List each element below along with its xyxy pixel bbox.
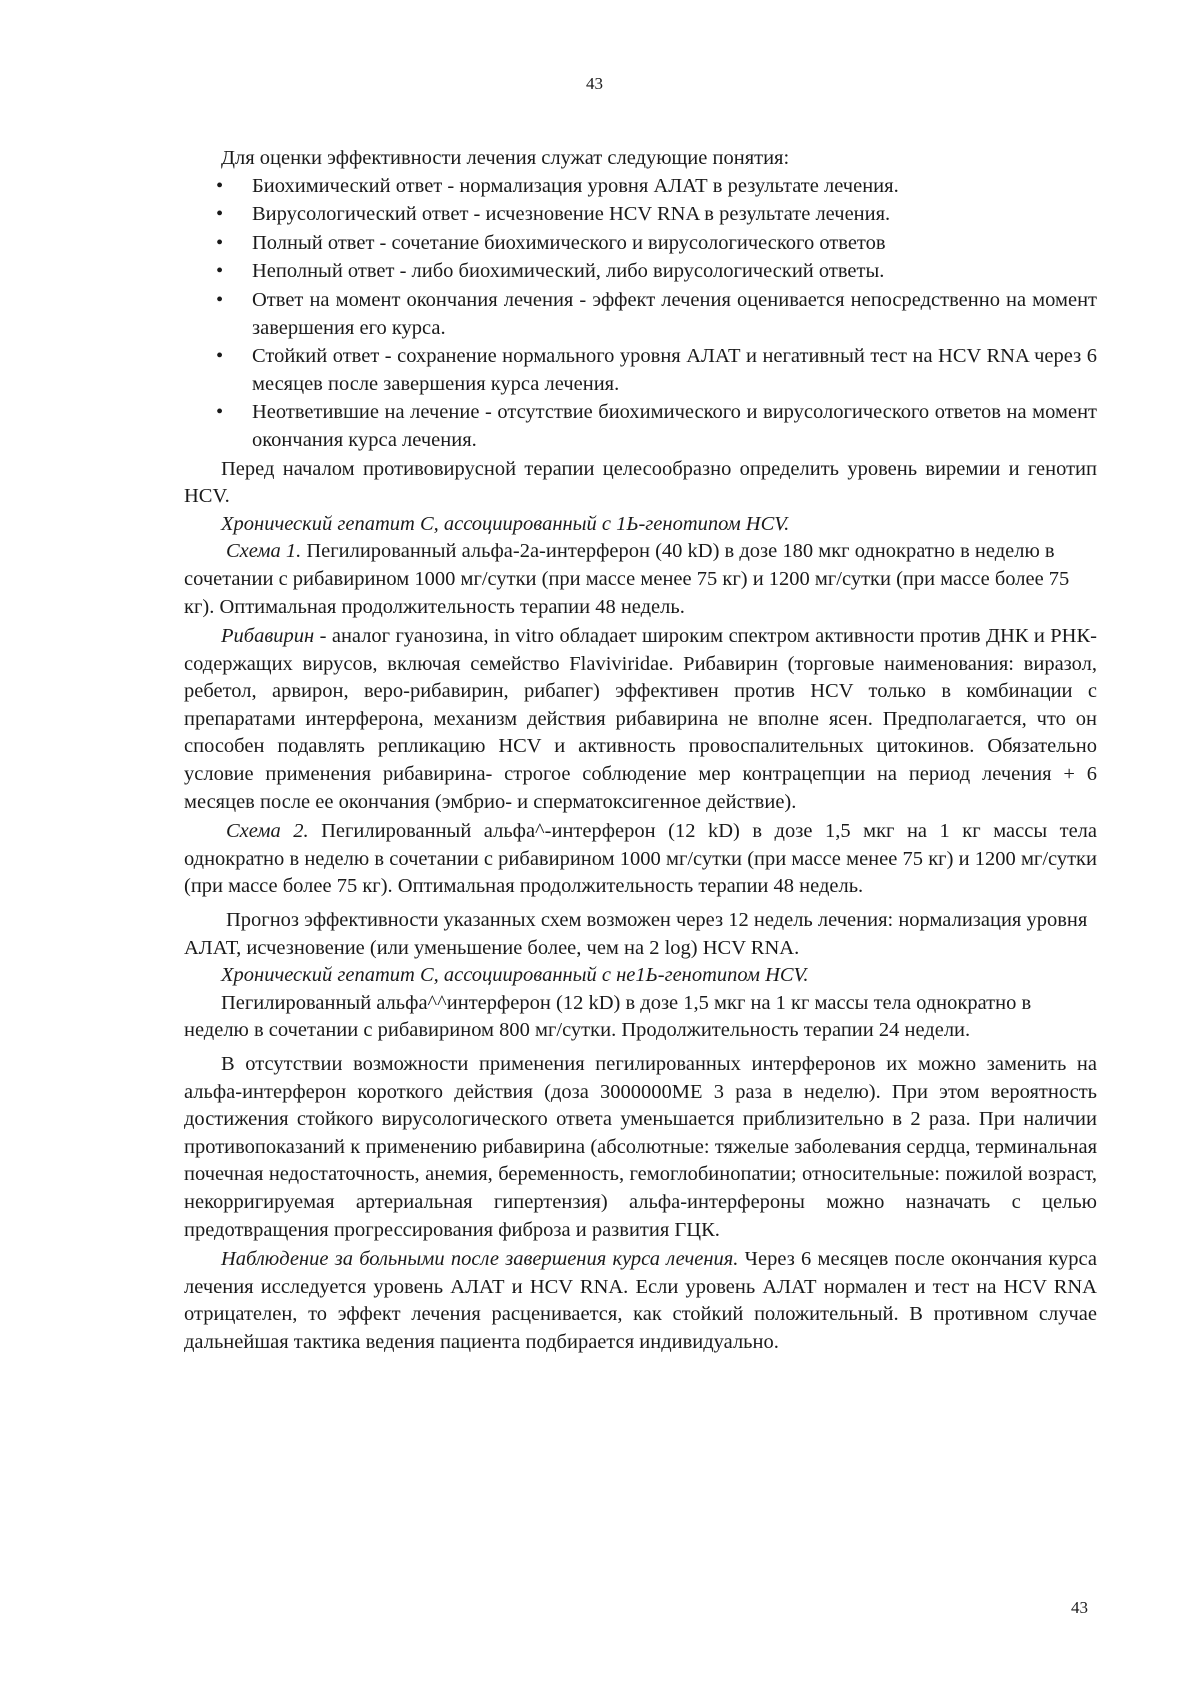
paragraph-before-therapy: Перед началом противовирусной терапии целесообразно определить уровень виремии и генотип HCV. [184, 457, 1097, 508]
document-body [184, 145, 1097, 1357]
scheme-1-label: Схема 1. [226, 540, 302, 563]
list-item [184, 201, 1097, 229]
bullet-glyph: • [216, 260, 224, 283]
bullet-glyph: • [216, 401, 224, 424]
scheme-2-paragraph [184, 818, 1097, 901]
non1b-paragraph: Пегилированный альфа^^интерферон (12 kD) в дозе 1,5 мкг на 1 кг массы тела однократно в неделю в сочетании с рибавирином 800 мг/сутки. Продолжительность терапии 24 недели. [184, 991, 1032, 1042]
ribavirin-label: Рибавирин [221, 625, 315, 648]
bullet-glyph: • [216, 231, 224, 254]
page-number-top: 43 [586, 74, 603, 93]
page-number-bottom: 43 [1071, 1598, 1088, 1617]
list-item-text: Вирусологический ответ - исчезновение HCV RNA в результате лечения. [252, 203, 891, 226]
list-item [184, 399, 1097, 454]
scheme-2-label: Схема 2. [226, 820, 309, 843]
bullet-glyph: • [216, 345, 224, 368]
followup-label: Наблюдение за больными после завершения курса лечения. [221, 1248, 739, 1271]
list-item-text: Стойкий ответ - сохранение нормального уровня АЛАТ и негативный тест на HCV RNA через 6 месяцев после завершения курса лечения. [252, 345, 1097, 395]
alternative-therapy-paragraph: В отсутствии возможности применения пегилированных интерферонов их можно заменить на альфа-интерферон короткого действия (доза 3000000МЕ 3 раза в неделю). При этом вероятность достижения стойкого вирусологического ответа уменьшается приблизительно в 2 раза. При наличии противопоказаний к применению рибавирина (абсолютные: тяжелые заболевания сердца, терминальная почечная недостаточность, анемия, беременность, гемоглобинопатии; относительные: пожилой возраст, некорригируемая артериальная гипертензия) альфа-интерфероны можно назначать с целью предотвращения прогрессирования фиброза и развития ГЦК. [184, 1053, 1097, 1241]
ribavirin-text: - аналог гуанозина, in vitro обладает широким спектром активности против ДНК и РНК-содержащих вирусов, включая семейство Flaviviridae. Рибавирин (торговые наименования: виразол, ребетол, арвирон, веро-рибавирин, рибапег) эффективен против HCV только в комбинации с препаратами интерферона, механизм действия рибавирина не вполне ясен. Предполагается, что он способен подавлять репликацию HCV и активность провоспалительных цитокинов. Обязательно условие применения рибавирина- строгое соблюдение мер контрацепции на период лечения + 6 месяцев после ее окончания (эмбрио- и сперматоксигенное действие). [184, 625, 1097, 813]
list-item [184, 343, 1097, 398]
intro-paragraph: Для оценки эффективности лечения служат следующие понятия: [221, 147, 790, 169]
scheme-1-paragraph [184, 538, 1097, 621]
list-item-text: Биохимический ответ - нормализация уровня АЛАТ в результате лечения. [252, 174, 899, 197]
list-item-text: Неответившие на лечение - отсутствие биохимического и вирусологического ответов на момент окончания курса лечения. [252, 401, 1097, 451]
section-heading-non1b: Хронический гепатит С, ассоциированный с не1Ь-генотипом HCV. [221, 964, 809, 987]
list-item [184, 287, 1097, 342]
prognosis-paragraph: Прогноз эффективности указанных схем возможен через 12 недель лечения: нормализация уровня АЛАТ, исчезновение (или уменьшение более, чем на 2 log) HCV RNA. [184, 909, 1088, 959]
list-item [184, 173, 1097, 201]
definitions-list [184, 173, 1097, 455]
ribavirin-paragraph [184, 623, 1097, 816]
list-item-text: Неполный ответ - либо биохимический, либо вирусологический ответы. [252, 260, 885, 283]
list-item-text: Полный ответ - сочетание биохимического и вирусологического ответов [252, 231, 886, 254]
followup-text: Через 6 месяцев после окончания курса лечения исследуется уровень АЛАТ и HCV RNA. Если уровень АЛАТ нормален и тест на HCV RNA отрицателен, то эффект лечения расценивается, как стойкий положительный. В противном случае дальнейшая тактика ведения пациента подбирается индивидуально. [184, 1248, 1097, 1353]
bullet-glyph: • [216, 174, 224, 197]
bullet-glyph: • [216, 203, 224, 226]
bullet-glyph: • [216, 288, 224, 311]
section-heading-1b: Хронический гепатит С, ассоциированный с 1Ь-генотипом HCV. [221, 512, 790, 535]
scheme-1-text: Пегилированный альфа-2а-интерферон (40 kD) в дозе 180 мкг однократно в неделю в сочетании с рибавирином 1000 мг/сутки (при массе менее 75 кг) и 1200 мг/сутки (при массе более 75 кг). Оптимальная продолжительность терапии 48 недель. [184, 540, 1070, 618]
scheme-2-text: Пегилированный альфа^-интерферон (12 kD) в дозе 1,5 мкг на 1 кг массы тела однократно в неделю в сочетании с рибавирином 1000 мг/сутки (при массе менее 75 кг) и 1200 мг/сутки (при массе более 75 кг). Оптимальная продолжительность терапии 48 недель. [184, 820, 1097, 898]
list-item [184, 258, 1097, 286]
list-item [184, 230, 1097, 258]
followup-paragraph [184, 1246, 1097, 1356]
list-item-text: Ответ на момент окончания лечения - эффект лечения оценивается непосредственно на момент завершения его курса. [252, 288, 1097, 339]
